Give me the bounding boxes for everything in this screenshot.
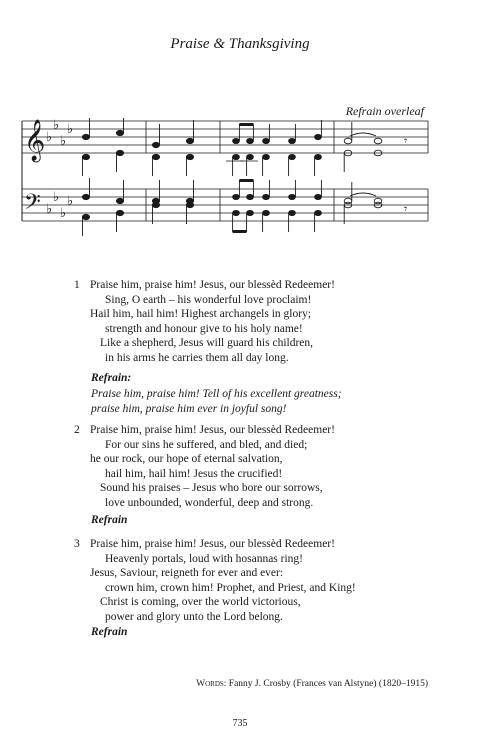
- verse-line: power and glory unto the Lord belong.: [105, 610, 283, 623]
- refrain-label: Refrain: [91, 626, 128, 638]
- verse-1: [74, 278, 335, 366]
- svg-text:𝄞: 𝄞: [24, 120, 46, 161]
- verse-line: he our rock, our hope of eternal salvation,: [90, 453, 283, 466]
- refrain-label: Refrain: [91, 514, 128, 526]
- verse-line: crown him, crown him! Prophet, and Priest, and King!: [105, 581, 356, 594]
- verse-line: For our sins he suffered, and bled, and died;: [105, 438, 308, 451]
- credit-text: Fanny J. Crosby (Frances van Alstyne) (1820–1915): [228, 679, 428, 689]
- verse-line: Sound his praises – Jesus who bore our sorrows,: [100, 482, 323, 495]
- verse-line: Heavenly portals, loud with hosannas ring!: [105, 552, 304, 565]
- svg-text:♭: ♭: [60, 206, 67, 221]
- svg-text:♭: ♭: [60, 134, 67, 149]
- verse-line: Praise him, praise him! Jesus, our blessèd Redeemer!: [90, 424, 335, 436]
- section-title: Praise & Thanksgiving: [170, 36, 310, 52]
- verse-line: Like a shepherd, Jesus will guard his children,: [100, 337, 314, 350]
- svg-text:𝄾: 𝄾: [404, 202, 408, 216]
- verse-line: Christ is coming, over the world victorious,: [100, 596, 301, 609]
- music-score: [0, 118, 480, 236]
- svg-text:♭: ♭: [53, 190, 60, 205]
- verse-line: Praise him, praise him! Jesus, our blessèd Redeemer!: [90, 279, 335, 291]
- verse-line: Sing, O earth – his wonderful love proclaim!: [105, 293, 312, 306]
- refrain-line: praise him, praise him ever in joyful song!: [91, 402, 287, 415]
- verse-line: Jesus, Saviour, reigneth for ever and ever:: [90, 567, 284, 580]
- refrain-text: [91, 387, 342, 416]
- refrain-line: Praise him, praise him! Tell of his excellent greatness;: [91, 388, 342, 400]
- svg-text:𝄾: 𝄾: [404, 134, 408, 148]
- svg-text:♭: ♭: [46, 130, 53, 145]
- verse-line: in his arms he carries them all day long.: [105, 351, 289, 364]
- page-number: 735: [232, 718, 248, 729]
- svg-text:♭: ♭: [46, 202, 53, 217]
- verse-3: [74, 537, 356, 625]
- verse-line: hail him, hail him! Jesus the crucified!: [105, 467, 283, 480]
- verse-line: Hail him, hail him! Highest archangels in glory;: [90, 308, 312, 321]
- words-credit: [196, 679, 428, 689]
- credit-label: Words:: [196, 679, 227, 689]
- svg-text:𝄢: 𝄢: [24, 190, 41, 220]
- verse-number: 1: [74, 279, 80, 291]
- svg-text:♭: ♭: [53, 118, 60, 133]
- verse-line: love unbounded, wonderful, deep and strong.: [105, 496, 314, 509]
- verse-line: Praise him, praise him! Jesus, our blessèd Redeemer!: [90, 538, 335, 550]
- verse-number: 3: [74, 538, 80, 550]
- svg-text:♭: ♭: [67, 122, 74, 137]
- refrain-label: Refrain:: [91, 372, 132, 384]
- verse-line: strength and honour give to his holy name!: [105, 322, 303, 335]
- verse-number: 2: [74, 424, 80, 436]
- verse-2: [74, 423, 335, 511]
- svg-text:♭: ♭: [67, 194, 74, 209]
- refrain-note: Refrain overleaf: [345, 104, 424, 118]
